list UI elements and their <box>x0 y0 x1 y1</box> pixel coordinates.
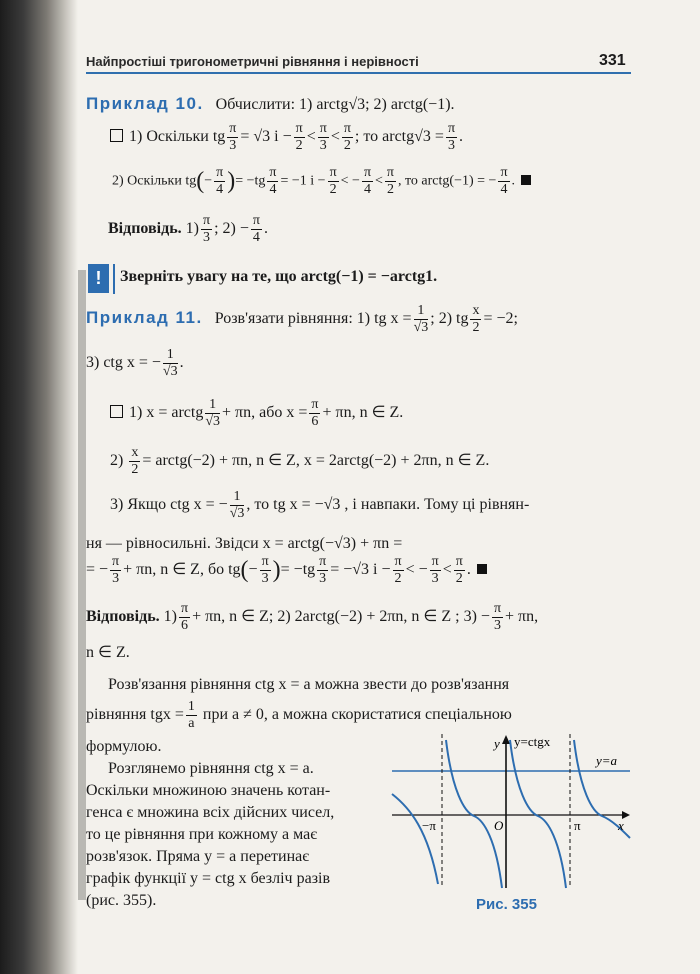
page-number: 331 <box>599 52 626 69</box>
example11-solution3-line1: 3) Якщо ctg x = − $\frac{1}{√3}$ , то tg x = −√3 , і навпаки. Тому ці рівнян- <box>110 489 530 521</box>
pi-label: π <box>574 818 581 833</box>
example10-task: Обчислити: 1) arctg√3; 2) arctg(−1). <box>215 96 455 113</box>
cotangent-graph <box>390 734 632 890</box>
attention-icon: ! <box>88 264 109 293</box>
note-bar <box>113 264 115 294</box>
cot-branch-middle-right <box>510 740 566 888</box>
cot-branch-middle-left <box>446 740 502 888</box>
book-spine-shadow <box>0 0 78 974</box>
paragraph1-line2: рівняння tgx = $\frac{1}{a}$ при a ≠ 0, а можна скористатися спеціальною <box>86 699 512 731</box>
paragraph2-line4: то це рівняння при кожному a має <box>86 826 318 843</box>
example11-answer-tail: n ∈ Z. <box>86 644 130 661</box>
example10-solution2: 2) Оскільки tg(− $\frac{\pi}{4}$ )= −tg $\frac{\pi}{4}$ = −1 і − $\frac{\pi}{2}$ < − $\frac{\pi}{4}$ < $\frac{\pi}{2}$ , то arctg(−1) = − $\frac{\pi}{4}$ . <box>112 166 531 197</box>
example10-answer: Відповідь. 1) $\frac{\pi}{3}$ ; 2) − $\frac{\pi}{4}$ . <box>108 213 268 245</box>
solution-start-square-icon <box>110 405 123 418</box>
page-edge-strip <box>78 270 86 900</box>
running-header: Найпростіші тригонометричні рівняння і нерівності <box>86 54 419 69</box>
example11-solution1: 1) x = arctg $\frac{1}{√3}$ + πn, або x = $\frac{\pi}{6}$ + πn, n ∈ Z. <box>110 398 403 429</box>
example11-solution3-line2: ня — рівносильні. Звідси x = arctg(−√3) + πn = <box>86 535 403 552</box>
example11-solution3-line3: = − $\frac{\pi}{3}$ + πn, n ∈ Z, бо tg(− $\frac{\pi}{3}$ )= −tg $\frac{\pi}{3}$ = −√3 і − $\frac{\pi}{2}$ < − $\frac{\pi}{3}$ < $\frac{\pi}{2}$ . <box>86 555 487 586</box>
paragraph1-line1: Розв'язання рівняння ctg x = a можна звести до розв'язання <box>108 676 510 693</box>
function-label: y=ctgx <box>514 734 551 749</box>
paragraph2-line2: Оскільки множиною значень котан- <box>86 782 331 799</box>
example10-solution1: 1) Оскільки tg $\frac{\pi}{3}$ = √3 і − $\frac{\pi}{2}$ < $\frac{\pi}{3}$ < $\frac{\pi}{2}$ ; то arctg√3 = $\frac{\pi}{3}$ . <box>110 122 463 153</box>
example11-task-line: Приклад 11. Розв'язати рівняння: 1) tg x = $\frac{1}{√3}$ ; 2) tg $\frac{x}{2}$ = −2; <box>86 303 518 335</box>
paragraph2-line6: графік функції y = ctg x безліч разів <box>86 870 331 887</box>
neg-pi-label: −π <box>422 818 436 833</box>
paragraph2-line5: розв'язок. Пряма y = a перетинає <box>86 848 310 865</box>
example11-task3: 3) ctg x = − $\frac{1}{√3}$ . <box>86 347 184 379</box>
x-axis-label: x <box>618 818 624 833</box>
paragraph2-line7: (рис. 355). <box>86 892 157 909</box>
y-axis-arrow <box>502 735 510 744</box>
paragraph1-line3: формулою. <box>86 738 162 755</box>
example10-label: Приклад 10. <box>86 94 204 113</box>
figure-caption: Рис. 355 <box>476 896 537 913</box>
end-of-solution-square-icon <box>477 564 487 574</box>
line-label: y=a <box>596 753 618 768</box>
origin-label: O <box>494 818 504 833</box>
cot-branch-left <box>392 794 438 884</box>
header-rule <box>86 72 631 74</box>
paragraph2-line1: Розглянемо рівняння ctg x = a. <box>108 760 314 777</box>
paragraph2-line3: генса є множина всіх дійсних чисел, <box>86 804 335 821</box>
example11-answer: Відповідь. 1) $\frac{\pi}{6}$ + πn, n ∈ Z; 2) 2arctg(−2) + 2πn, n ∈ Z ; 3) − $\frac{\pi}{3}$ + πn, <box>86 601 539 633</box>
solution-start-square-icon <box>110 129 123 142</box>
y-axis-label: y <box>494 736 500 751</box>
end-of-solution-square-icon <box>521 175 531 185</box>
example11-label: Приклад 11. <box>86 308 203 328</box>
note-text: Зверніть увагу на те, що arctg(−1) = −arctg1. <box>120 268 438 285</box>
example11-solution2: 2) $\frac{x}{2}$ = arctg(−2) + πn, n ∈ Z, x = 2arctg(−2) + 2πn, n ∈ Z. <box>110 445 490 477</box>
example10-task-line <box>86 94 455 114</box>
